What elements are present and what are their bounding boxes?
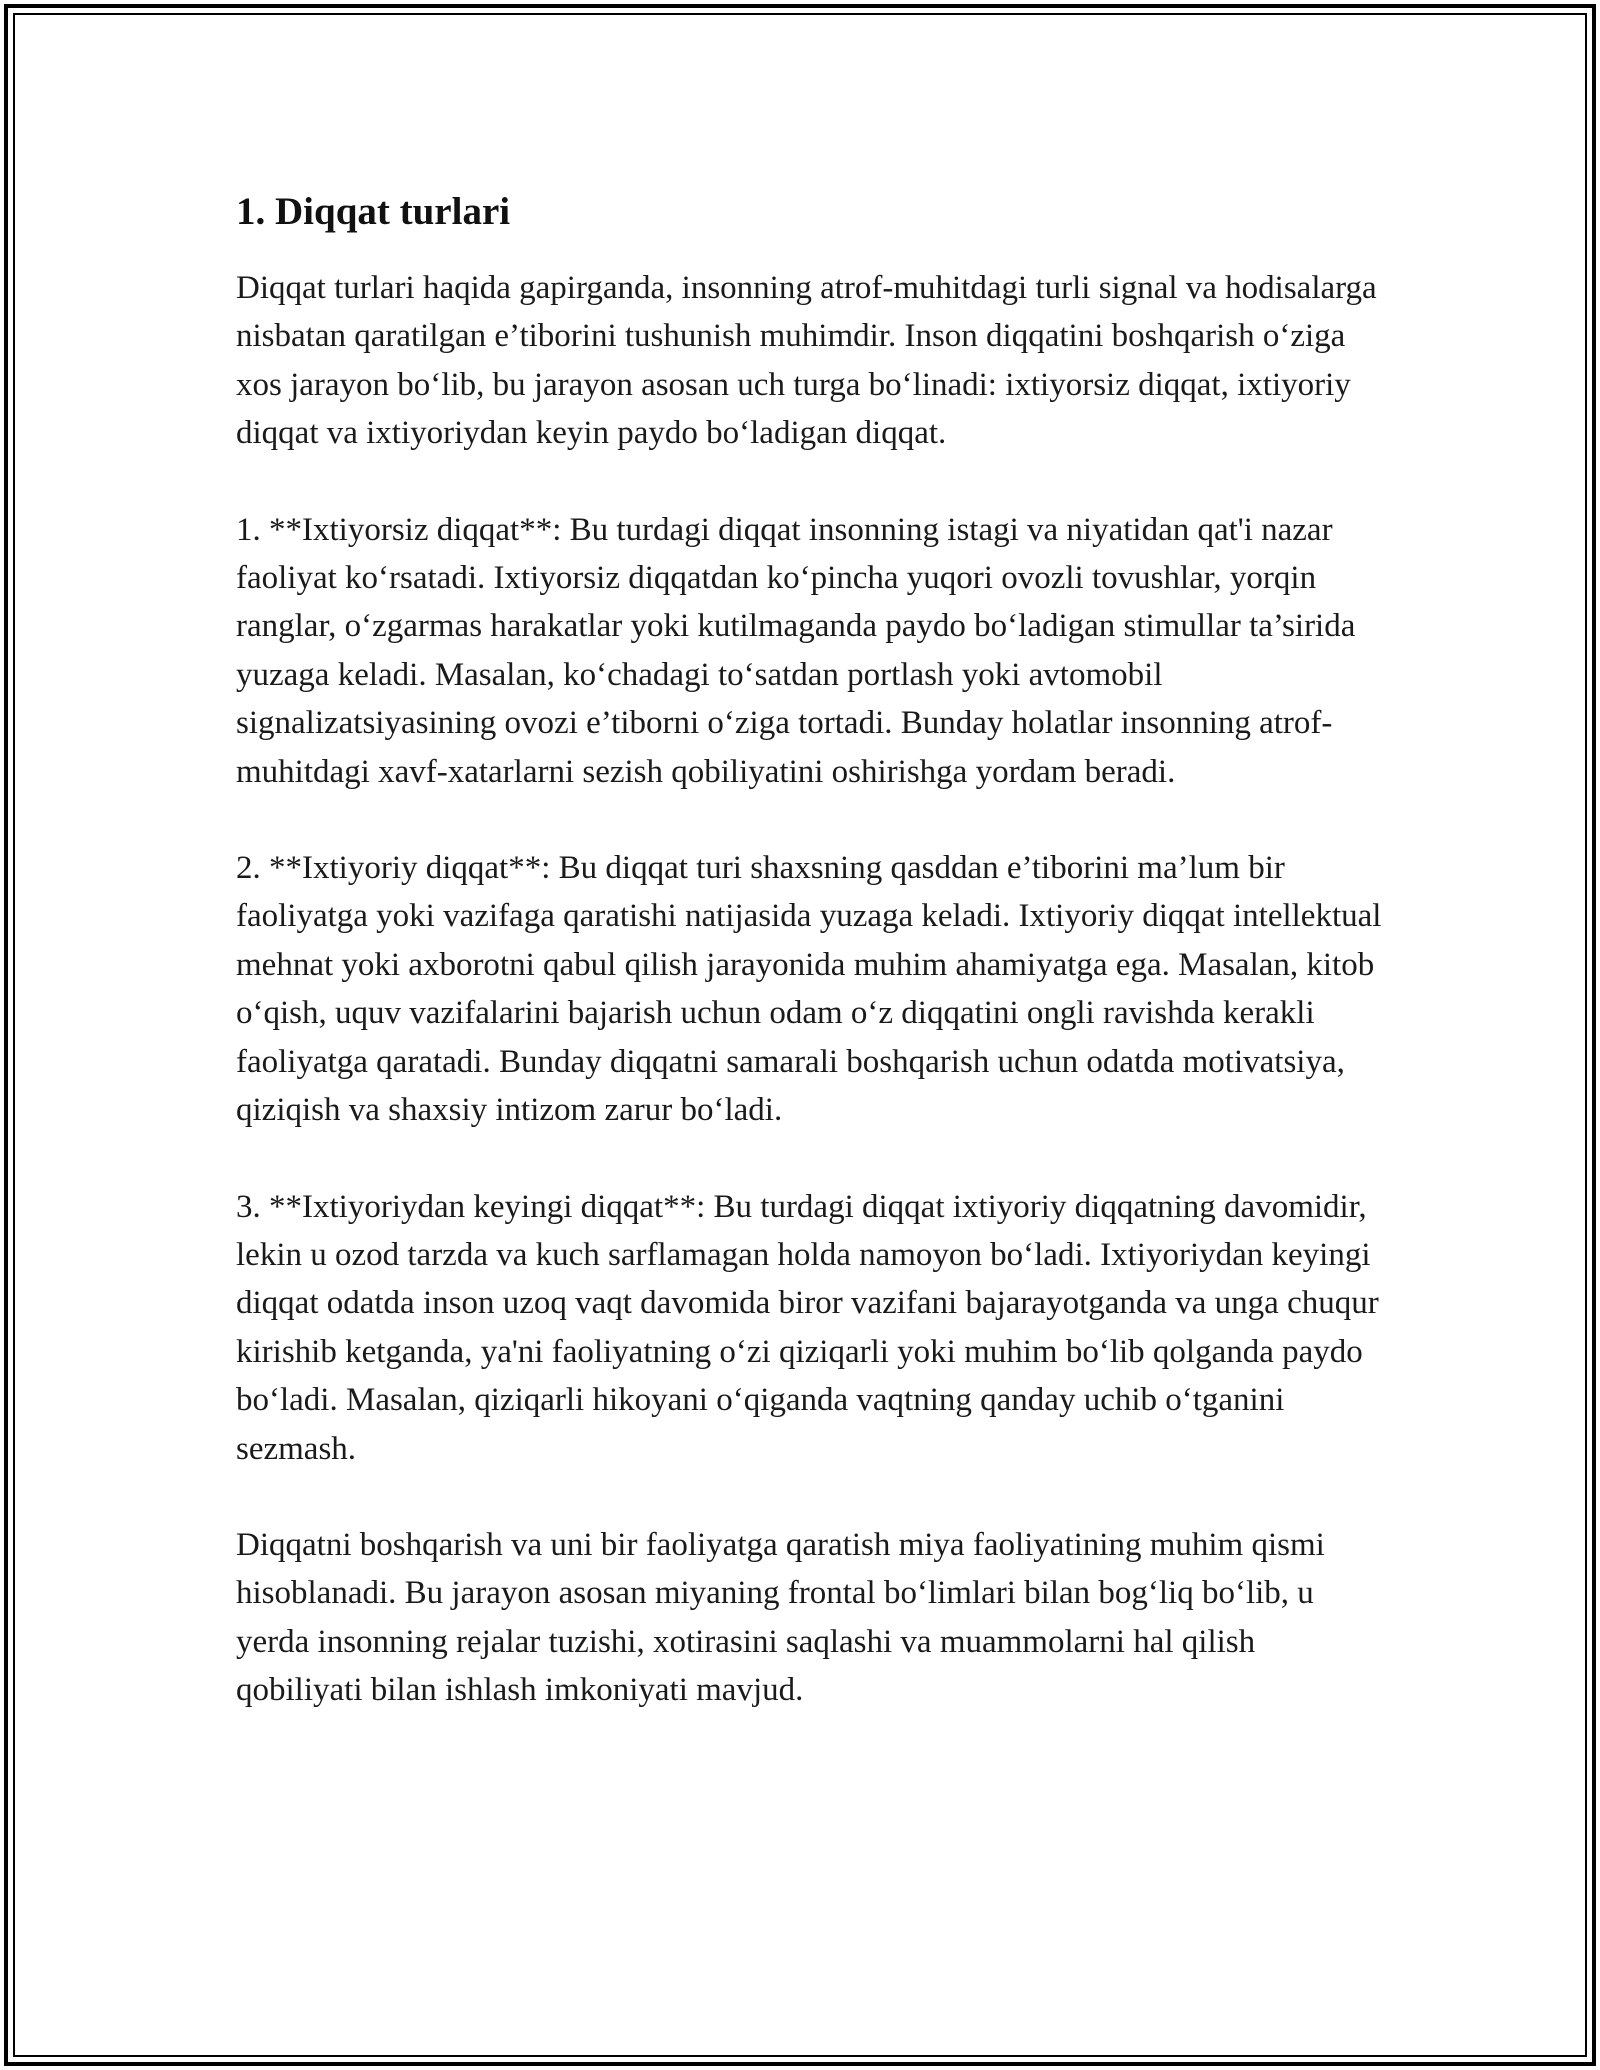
section-heading: 1. Diqqat turlari bbox=[236, 190, 511, 233]
voluntary-attention-paragraph: 2. **Ixtiyoriy diqqat**: Bu diqqat turi shaxsning qasddan e’tiborini ma’lum bir faoliyatga yoki vazifaga qaratishi natijasida yuzaga keladi. Ixtiyoriy diqqat intellektual mehnat yoki axborotni qabul qilish jarayonida muhim ahamiyatga ega. Masalan, kitob o‘qish, uquv vazifalarini bajarish uchun odam o‘z diqqatini ongli ravishda kerakli faoliyatga qaratadi. Bunday diqqatni samarali boshqarish uchun odatda motivatsiya, qiziqish va shaxsiy intizom zarur bo‘ladi. bbox=[236, 850, 1382, 1129]
intro-paragraph: Diqqat turlari haqida gapirganda, insonning atrof-muhitdagi turli signal va hodisalarga nisbatan qaratilgan e’tiborini tushunish muhimdir. Inson diqqatini boshqarish o‘ziga xos jarayon bo‘lib, bu jarayon asosan uch turga bo‘linadi: ixtiyorsiz diqqat, ixtiyoriy diqqat va ixtiyoriydan keyin paydo bo‘ladigan diqqat. bbox=[236, 270, 1377, 452]
post-voluntary-attention-paragraph: 3. **Ixtiyoriydan keyingi diqqat**: Bu turdagi diqqat ixtiyoriy diqqatning davomidir, lekin u ozod tarzda va kuch sarflamagan holda namoyon bo‘ladi. Ixtiyoriydan keyingi diqqat odatda inson uzoq vaqt davomida biror vazifani bajarayotganda va unga chuqur kirishib ketganda, ya'ni faoliyatning o‘zi qiziqarli yoki muhim bo‘lib qolganda paydo bo‘ladi. Masalan, qiziqarli hikoyani o‘qiganda vaqtning qanday uchib o‘tganini sezmash. bbox=[236, 1188, 1379, 1467]
conclusion-paragraph: Diqqatni boshqarish va uni bir faoliyatga qaratish miya faoliyatining muhim qismi hisoblanadi. Bu jarayon asosan miyaning frontal bo‘limlari bilan bog‘liq bo‘lib, u yerda insonning rejalar tuzishi, xotirasini saqlashi va muammolarni hal qilish qobiliyati bilan ishlash imkoniyati mavjud. bbox=[236, 1526, 1325, 1709]
involuntary-attention-paragraph: 1. **Ixtiyorsiz diqqat**: Bu turdagi diqqat insonning istagi va niyatidan qat'i nazar faoliyat ko‘rsatadi. Ixtiyorsiz diqqatdan ko‘pincha yuqori ovozli tovushlar, yorqin ranglar, o‘zgarmas harakatlar yoki kutilmaganda paydo bo‘ladigan stimullar ta’sirida yuzaga keladi. Masalan, ko‘chadagi to‘satdan portlash yoki avtomobil signalizatsiyasining ovozi e’tiborni o‘ziga tortadi. Bunday holatlar insonning atrof-muhitdagi xavf-xatarlarni sezish qobiliyatini oshirishga yordam beradi. bbox=[236, 511, 1356, 790]
document-body bbox=[236, 188, 1386, 1763]
